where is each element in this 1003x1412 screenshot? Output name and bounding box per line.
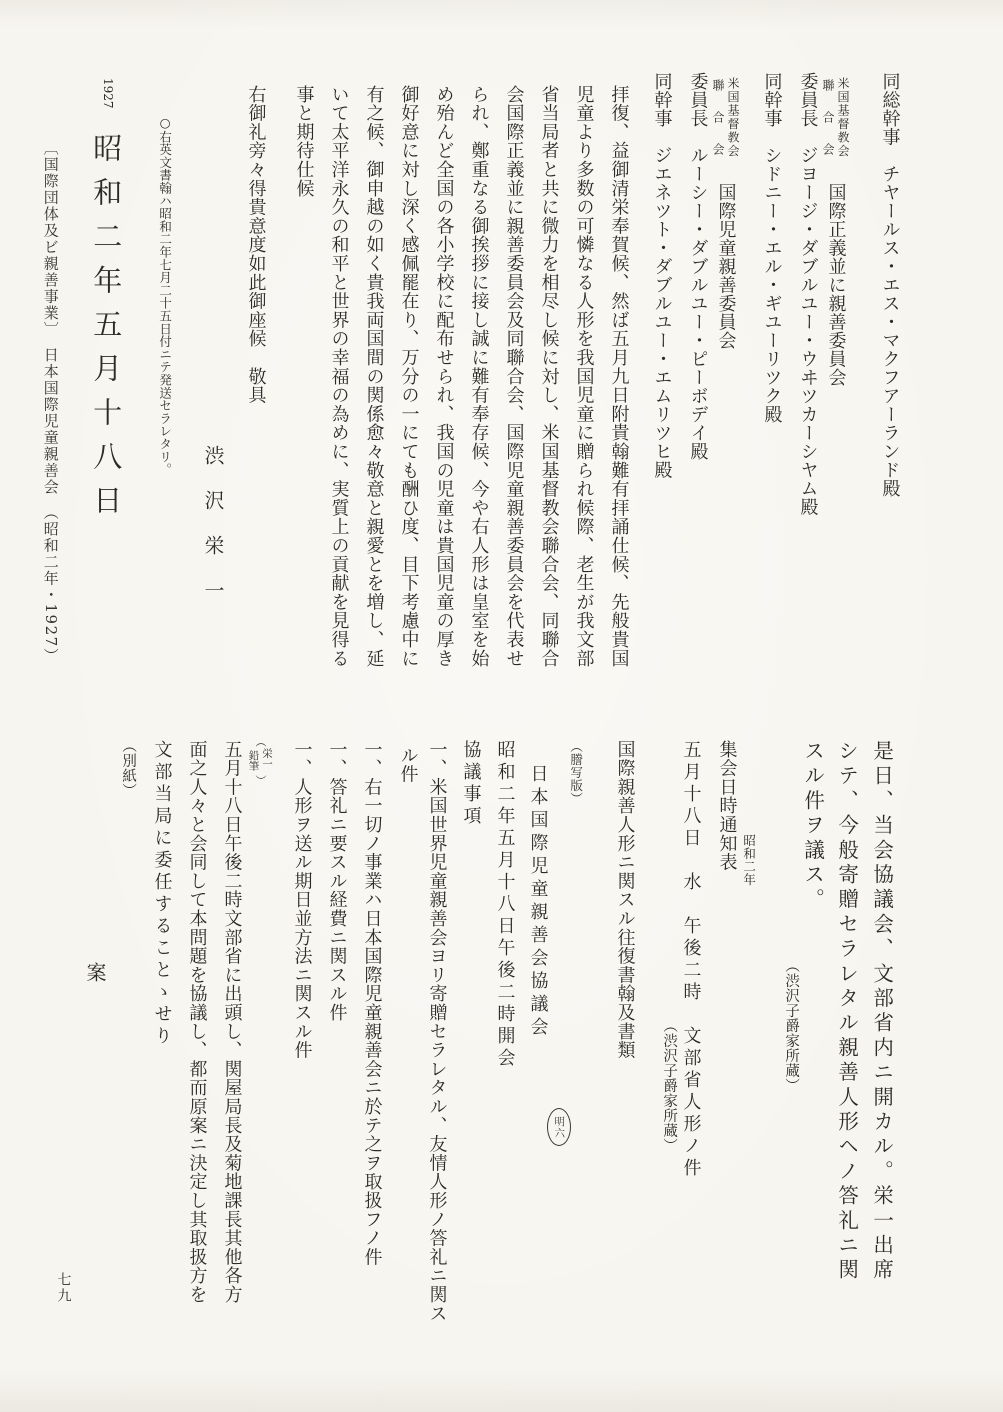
meeting-datetime: 昭和二年五月十八日午後二時開会 xyxy=(494,740,516,1070)
recipient-line: 委員長 ルーシー・ダブルユー・ピーボデイ殿 xyxy=(687,72,709,461)
pencil-note-author: 栄一 xyxy=(261,748,273,769)
org-block-justice-committee xyxy=(822,75,849,387)
org-committee-label: 国際正義並に親善委員会 xyxy=(825,183,847,387)
org-warigaki xyxy=(822,77,849,177)
diary-line: シテ、今般寄贈セラレタル親善人形ヘノ答礼ニ関 xyxy=(834,740,859,1284)
pencil-note-pair xyxy=(248,748,272,774)
attachment-title: 案 xyxy=(83,962,107,983)
recipient-line: 同幹事 ジエネツト・ダブルユー・エムリツヒ殿 xyxy=(651,72,673,479)
letter-closing: 右御礼旁々得貴意度如此御座候 敬具 xyxy=(245,85,267,405)
source-citation: （渋沢子爵家所蔵） xyxy=(783,958,800,1093)
attachment-note: （別紙） xyxy=(120,738,137,798)
agenda-item: 一、答礼ニ要スル経費ニ関スル件 xyxy=(326,740,348,1022)
memo-line: 五月十八日午後二時文部省に出頭し、関屋局長及菊地課長其他各方 xyxy=(221,740,243,1304)
diary-line: スル件ヲ議ス。 xyxy=(800,740,825,913)
meeting-title: 日本国際児童親善会協議会 xyxy=(527,764,549,1040)
pencil-note-close-paren: ） xyxy=(254,775,267,786)
memo-line: 文部当局に委任することゝせり xyxy=(151,740,173,1048)
agenda-item: 一、人形ヲ送ル期日並方法ニ関スル件 xyxy=(291,740,313,1060)
org-sub-label: 聯合会 xyxy=(821,79,835,175)
pencil-note-medium: 鉛筆 xyxy=(247,750,260,771)
recipient-line: 同総幹事 チヤールス・エス・マクフアーランド殿 xyxy=(879,72,901,498)
doc-title: 国際親善人形ニ関スル往復書翰及書類 xyxy=(614,740,636,1060)
letter-body-line: られ、鄭重なる御挨拶に接し誠に難有奉存候、今や右人形は皇室を始 xyxy=(468,85,490,668)
catalog-seal-text: 明六 xyxy=(553,1115,566,1139)
source-citation: （渋沢子爵家所蔵） xyxy=(661,1018,678,1153)
org-sub-label: 聯合会 xyxy=(711,79,725,175)
postscript-note: ○右英文書翰ハ昭和二年七月二十五日付ニテ発送セラレタリ。 xyxy=(157,115,173,476)
org-main-label: 米国基督教会 xyxy=(726,77,740,158)
agenda-item: 一、米国世界児童親善会ヨリ寄贈セラレタル、友情人形ノ答礼ニ関ス xyxy=(426,740,448,1323)
doc-year-note: 昭和二年 xyxy=(741,834,757,886)
page-number: 七九 xyxy=(55,1272,72,1304)
diary-line: 是日、当会協議会、文部省内ニ開カル。栄一出席 xyxy=(869,740,894,1284)
agenda-item: 一、右一切ノ事業ハ日本国際児童親善会ニ於テ之ヲ取扱フノ件 xyxy=(361,740,383,1267)
entry-year: 1927 xyxy=(101,78,115,109)
pencil-note xyxy=(248,736,272,786)
letter-body-line: 拝復、益御清栄奉賀候、然ば五月九日附貴翰難有拝誦仕候、先般貴国 xyxy=(608,85,630,668)
letter-body-line: め殆んど全国の各小学校に配布せられ、我国の児童は貴国児童の厚き xyxy=(433,85,455,668)
letter-body-line: 会国際正義並に親善委員会及同聯合会、国際児童親善委員会を代表せ xyxy=(503,85,525,668)
org-block-child-committee xyxy=(712,75,739,350)
org-warigaki xyxy=(712,77,739,177)
letter-body-line: 事と期待仕候 xyxy=(293,85,315,198)
pencil-note-open-paren: （ xyxy=(254,736,267,747)
letter-body-line: 御好意に対し深く感佩罷在り、万分の一にても酬ひ度、目下考慮中に xyxy=(398,85,420,668)
entry-date-heading: 昭和二年五月十八日 xyxy=(89,133,124,529)
margin-header: 〔国際団体及ビ親善事業〕 日本国際児童親善会 （昭和二年・1927） xyxy=(41,140,60,665)
catalog-seal xyxy=(547,1108,571,1146)
letter-body-line: いて太平洋永久の和平と世界の幸福の為めに、実質上の貢献を見得る xyxy=(328,85,350,668)
agenda-label: 協議事項 xyxy=(460,740,482,828)
signature: 渋沢栄一 xyxy=(201,445,225,625)
recipient-line: 委員長 ジヨージ・ダブルユー・ウヰツカーシヤム殿 xyxy=(797,72,819,516)
letter-body-line: 児童より多数の可憐なる人形を我国児童に贈られ候際、老生が我文部 xyxy=(573,85,595,668)
org-main-label: 米国基督教会 xyxy=(836,77,850,158)
letter-body-line: 省当局者と共に微力を相尽し候に対し、米国基督教会聯合会、同聯合 xyxy=(538,85,560,668)
recipient-line: 同幹事 シドニー・エル・ギユーリツク殿 xyxy=(761,72,783,424)
doc-title: 集会日時通知表 xyxy=(716,740,738,872)
memo-line: 面之人々と会同して本問題を協議し、都而原案ニ決定し其取扱方を xyxy=(186,740,208,1304)
org-committee-label: 国際児童親善委員会 xyxy=(715,183,737,350)
letter-body-line: 有之候、御申越の如く貴我両国間の関係愈々敬意と親愛とを増し、延 xyxy=(363,85,385,668)
mimeograph-note: （謄写版） xyxy=(568,740,584,805)
doc-content-line: 五月十八日 水 午後二時 文部省人形ノ件 xyxy=(680,740,702,1180)
agenda-item-continuation: ル件 xyxy=(397,746,419,784)
